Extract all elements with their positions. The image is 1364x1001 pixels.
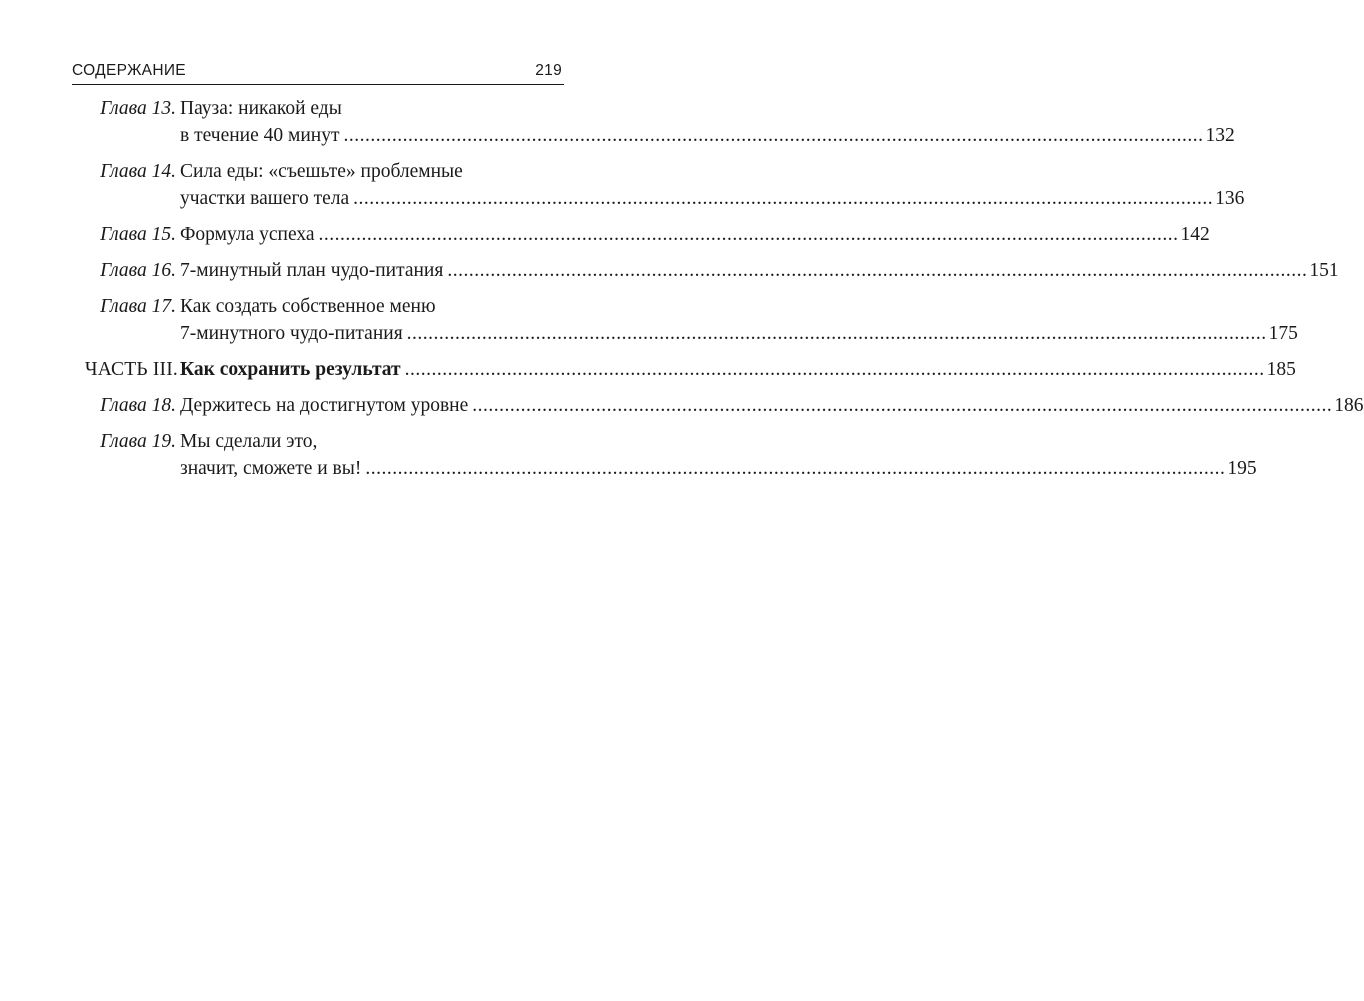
dot-leader: ................................................................................................................................................................: [353, 188, 1214, 209]
toc-entry-chapter-16: [0, 257, 1339, 284]
toc-entry-title-last: Держитесь на достигнутом уровне: [180, 395, 469, 416]
running-header: [72, 60, 564, 85]
toc-entry-page: 151: [1309, 260, 1339, 281]
table-of-contents: [0, 95, 1364, 491]
toc-entry-page: 136: [1215, 188, 1245, 209]
dot-leader: ................................................................................................................................................................: [365, 458, 1226, 479]
toc-entry-label: Глава 13.: [100, 98, 176, 119]
toc-entry-chapter-19: [0, 428, 1257, 482]
toc-entry-title-line: Сила еды: «съешьте» проблемные: [180, 161, 463, 182]
toc-entry-chapter-15: [0, 221, 1210, 248]
toc-entry-title-last: 7-минутный план чудо-питания: [180, 260, 444, 281]
toc-part-label: ЧАСТЬ III.: [84, 359, 178, 380]
header-page-number: 219: [535, 62, 562, 79]
toc-entry-page: 175: [1268, 323, 1298, 344]
toc-entry-page: 185: [1266, 359, 1296, 380]
toc-entry-page: 142: [1180, 224, 1210, 245]
toc-entry-label: Глава 17.: [100, 296, 176, 317]
toc-entry-chapter-18: [0, 392, 1364, 419]
dot-leader: ................................................................................................................................................................: [404, 359, 1265, 380]
toc-entry-label: Глава 19.: [100, 431, 176, 452]
toc-entry-label: Глава 16.: [100, 260, 176, 281]
toc-entry-page: 195: [1227, 458, 1257, 479]
toc-entry-label: Глава 18.: [100, 395, 176, 416]
toc-entry-page: 132: [1205, 125, 1235, 146]
toc-entry-chapter-14: [0, 158, 1245, 212]
toc-entry-page: 186: [1334, 395, 1364, 416]
dot-leader: ................................................................................................................................................................: [406, 323, 1267, 344]
dot-leader: ................................................................................................................................................................: [318, 224, 1179, 245]
toc-entry-title-line: Как создать собственное меню: [180, 296, 436, 317]
toc-entry-title-last: в течение 40 минут: [180, 125, 340, 146]
toc-entry-chapter-17: [0, 293, 1298, 347]
dot-leader: ................................................................................................................................................................: [472, 395, 1333, 416]
toc-part-title: Как сохранить результат: [180, 359, 401, 380]
toc-entry-label: Глава 15.: [100, 224, 176, 245]
toc-entry-title-last: участки вашего тела: [180, 188, 350, 209]
dot-leader: ................................................................................................................................................................: [343, 125, 1204, 146]
toc-entry-title-last: 7-минутного чудо-питания: [180, 323, 403, 344]
toc-entry-title-line: Пауза: никакой еды: [180, 98, 342, 119]
toc-entry-chapter-13: [0, 95, 1235, 149]
toc-entry-label: Глава 14.: [100, 161, 176, 182]
toc-entry-title-last: значит, сможете и вы!: [180, 458, 362, 479]
toc-entry-title-last: Формула успеха: [180, 224, 315, 245]
dot-leader: ................................................................................................................................................................: [447, 260, 1308, 281]
toc-entry-part-3: [0, 356, 1296, 383]
toc-entry-title-line: Мы сделали это,: [180, 431, 318, 452]
header-title: СОДЕРЖАНИЕ: [72, 62, 186, 79]
